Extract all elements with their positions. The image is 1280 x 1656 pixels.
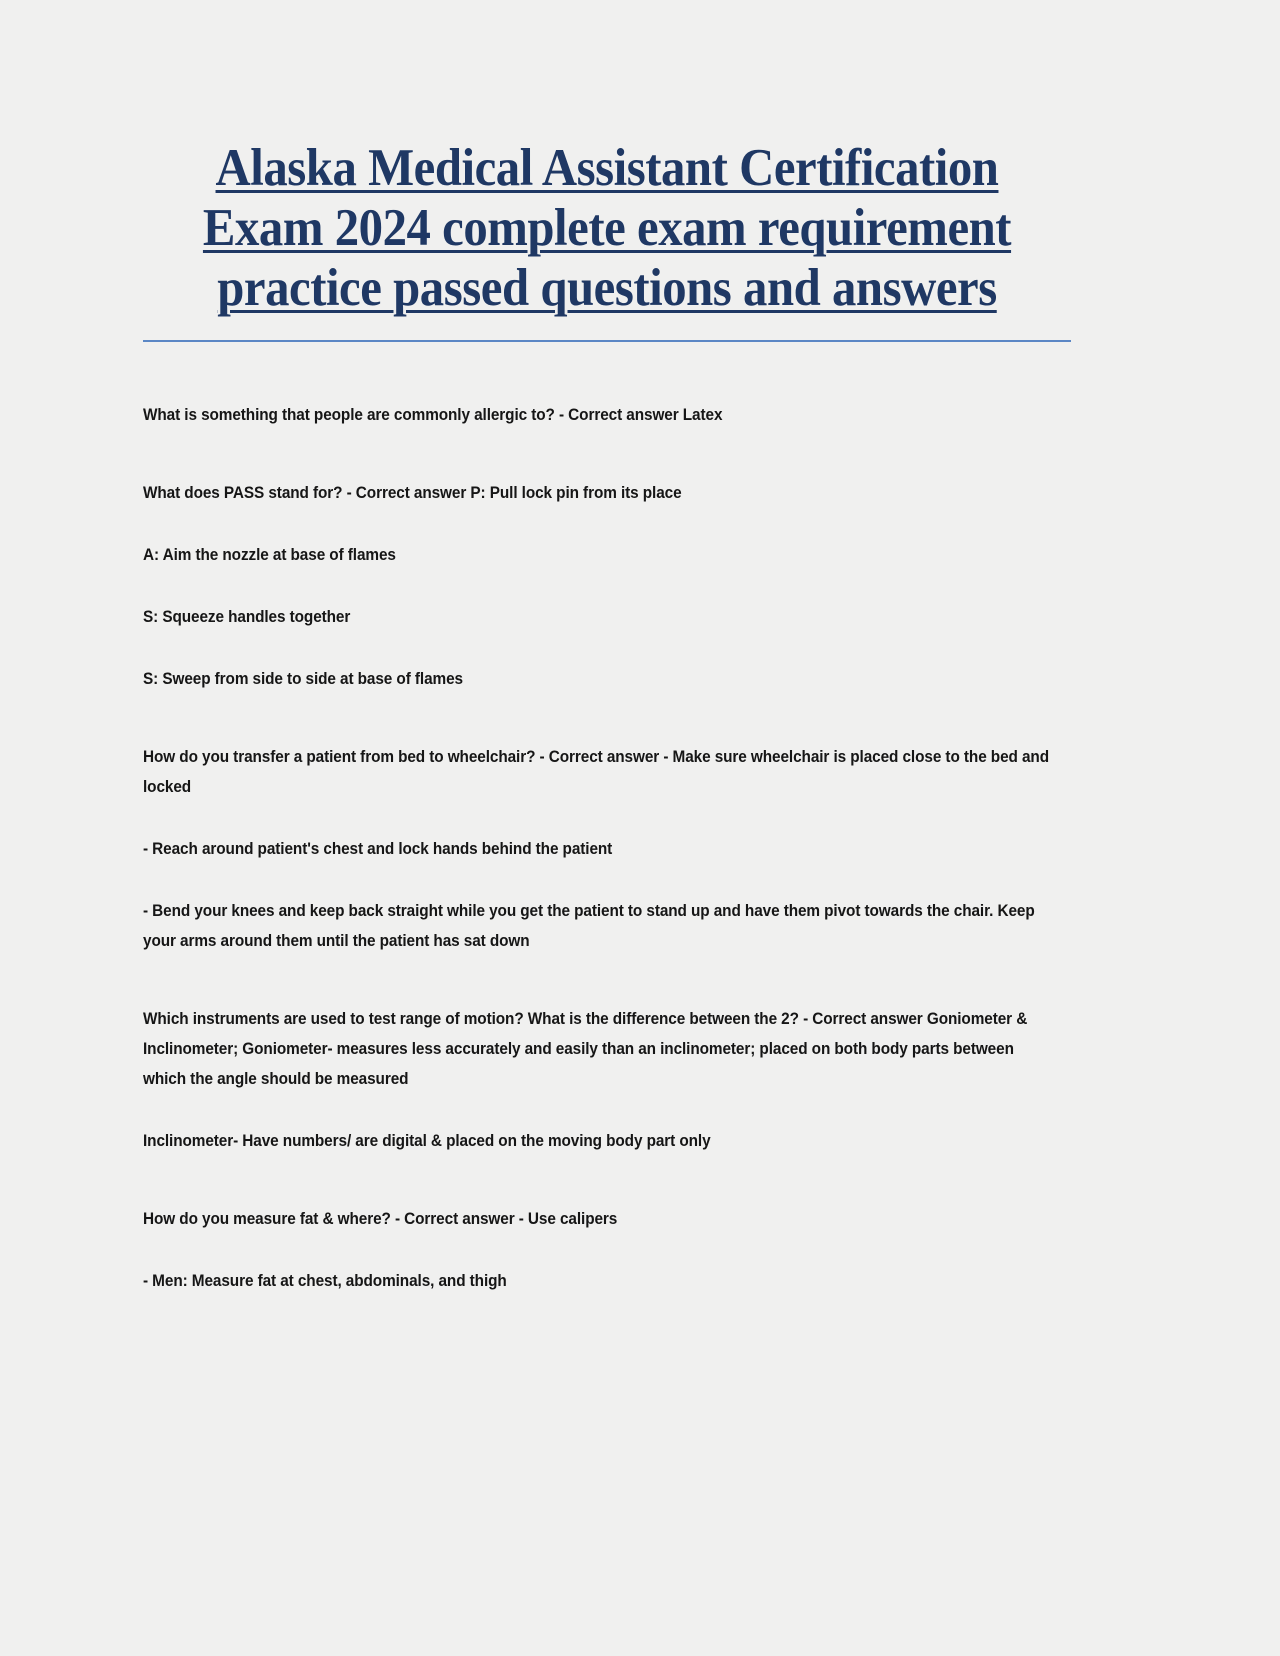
qa-paragraph: How do you measure fat & where? - Correct answer - Use calipers: [143, 1210, 618, 1228]
page-title: Alaska Medical Assistant Certification Exam 2024 complete exam requirement practice passed questions and answers: [202, 139, 1012, 317]
qa-paragraph: - Reach around patient's chest and lock hands behind the patient: [143, 840, 613, 858]
qa-block: [143, 1204, 1071, 1296]
qa-paragraph: - Men: Measure fat at chest, abdominals, and thigh: [143, 1272, 507, 1290]
qa-paragraph: Which instruments are used to test range of motion? What is the difference between the 2? - Correct answer Goniometer & Inclinometer; Goniometer- measures less accurately and easily than an inclinometer; placed on both body parts between which the angle should be measured: [143, 1010, 1028, 1088]
title-divider: [143, 340, 1071, 342]
qa-block: [143, 1004, 1071, 1156]
qa-paragraph: S: Sweep from side to side at base of flames: [143, 670, 463, 688]
document-body: [143, 400, 1071, 1296]
qa-paragraph: A: Aim the nozzle at base of flames: [143, 546, 396, 564]
qa-paragraph: Inclinometer- Have numbers/ are digital & placed on the moving body part only: [143, 1132, 711, 1150]
qa-paragraph: S: Squeeze handles together: [143, 608, 351, 626]
qa-paragraph: What is something that people are commonly allergic to? - Correct answer Latex: [143, 406, 723, 424]
qa-paragraph: What does PASS stand for? - Correct answer P: Pull lock pin from its place: [143, 484, 682, 502]
qa-paragraph: - Bend your knees and keep back straight while you get the patient to stand up and have them pivot towards the chair. Keep your arms around them until the patient has sat down: [143, 902, 1035, 950]
qa-block: [143, 742, 1071, 956]
qa-block: [143, 400, 1071, 430]
qa-paragraph: How do you transfer a patient from bed to wheelchair? - Correct answer - Make sure wheelchair is placed close to the bed and locked: [143, 748, 1049, 796]
qa-block: [143, 478, 1071, 694]
page-content-column: [143, 0, 1071, 1296]
